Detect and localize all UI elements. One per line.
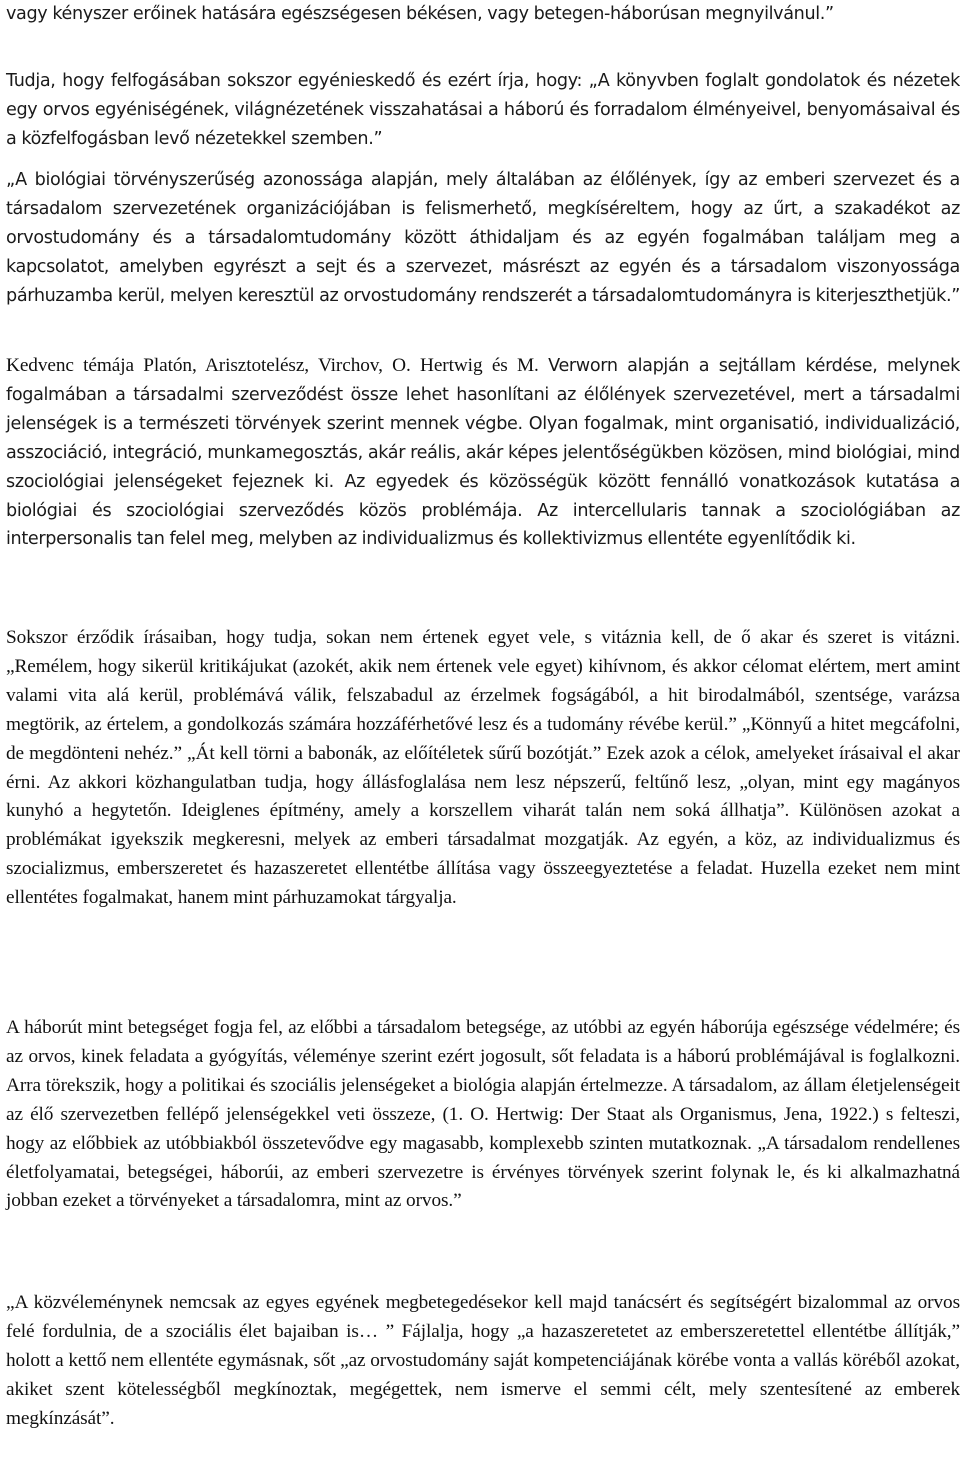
paragraph-5-text: Sokszor érződik írásaiban, hogy tudja, sokan nem értenek egyet vele, s vitáznia kell, de ő akar és szeret is vitázni. „Remélem, hogy sikerül kritikájukat (azokét, akik nem értenek vele egyet) kihívnom, és akkor célomat elértem, mert amint valami vita alá kerül, problémává válik, felszabadul az érzelmek fogságából, a hit birodalmából, szentsége, varázsa megtörik, az értelem, a gondolkozás számára hozzáférhetővé lesz és a tudomány révébe kerül.” „Könnyű a hitet megcáfolni, de megdönteni nehéz.” „Át kell törni a babonák, az előítéletek sűrű bozótját.” Ezek azok a célok, amelyeket írásaival el akar érni. Az akkori közhangulatban tudja, hogy állásfoglalása nem lesz népszerű, feltűnő lesz, „olyan, mint egy magányos kunyhó a hegytetőn. Ideiglenes építmény, amely a korszellem viharát talán nem soká állhatja”. Különösen azokat a problémákat igyekszik megkeresni, melyek az emberi társadalmat mozgatják. Az egyén, a köz, az individualizmus és szocializmus, emberszeretet és hazaszeretet ellentétbe állítása vagy összeegyeztetése a feladat. Huzella ezeket nem mint ellentétes fogalmakat, hanem mint párhuzamokat tárgyalja.: [6, 627, 960, 909]
paragraph-2-text: Tudja, hogy felfogásában sokszor egyénieskedő és ezért írja, hogy: „A könyvben foglalt gondolatok és nézetek egy orvos egyéniségének, világnézetének visszahatásai a háború és forradalom élményeivel, benyomásaival és a közfelfogásban levő nézetekkel szemben.”: [6, 71, 960, 149]
paragraph-4-text-a: Kedvenc témája Platón, Arisztotelész, Virchov, O. Hertwig és M.: [6, 355, 549, 376]
paragraph-7-text: „A közvéleménynek nemcsak az egyes egyének megbetegedésekor kell majd tanácsért és segítségért bizalommal az orvos felé fordulnia, de a szociális élet bajaiban is… ” Fájlalja, hogy „a hazaszeretetet az emberszeretettel ellentétbe állítják,” holott a kettő nem ellentéte egymásnak, sőt „az orvostudomány saját kompetenciájának körébe vonta a vallás köréből azokat, akiket szent kötelességből megkínoztak, megégettek, nem ismerve el semmi célt, mely szentesítené az emberek megkínzását”.: [6, 1292, 960, 1429]
paragraph-4-text-b: Verworn alapján a sejtállam kérdése, melynek fogalmában a társadalmi szerveződést össze lehet hasonlítani az élőlények szervezetével, mert a társadalmi jelenségek is a természeti törvények szerint mennek végbe. Olyan fogalmak, mint organisatió, individualizáció, asszociáció, integráció, munkamegosztás, akár reális, akár képes jelentőségükben közösen, mind biológiai, mind szociológiai jelenségeket fejeznek ki. Az egyedek és közösségük között fennálló vonatkozások kutatása a biológiai és szociológiai szerveződés közös problémája. Az intercellularis tannak a szociológiában az interpersonalis tan felel meg, melyben az individualizmus és kollektivizmus ellentéte egyenlítődik ki.: [6, 356, 960, 550]
paragraph-5: [6, 624, 960, 913]
paragraph-2: [6, 67, 960, 154]
paragraph-4: [6, 352, 960, 554]
paragraph-6-text: A háborút mint betegséget fogja fel, az előbbi a társadalom betegsége, az utóbbi az egyén háborúja egészsége védelmére; és az orvos, kinek feladata a gyógyítás, véleménye szerint ezért jogosult, sőt feladata is a háború problémájával is foglalkozni. Arra törekszik, hogy a politikai és szociális jelenségeket a biológia alapján értelmezze. A társadalom, az állam életjelenségeit az élő szervezetben fellépő jelenségekkel veti összeze, (1. O. Hertwig: Der Staat als Organismus, Jena, 1922.) s felteszi, hogy az előbbiek az utóbbiakból összetevődve egy magasabb, komplexebb szinten mutatkoznak. „A társadalom rendellenes életfolyamatai, betegségei, háborúi, az emberi szervezetre is érvényes törvények szerint folynak le, és ki alkalmazhatná jobban ezeket a törvényeket a társadalomra, mint az orvos.”: [6, 1017, 960, 1212]
paragraph-3-quote: [6, 166, 960, 311]
paragraph-1: [6, 0, 960, 29]
paragraph-1-text: vagy kényszer erőinek hatására egészségesen békésen, vagy betegen-háborúsan megnyilvánul.”: [6, 4, 834, 24]
paragraph-3-text: „A biológiai törvényszerűség azonossága alapján, mely általában az élőlények, így az emberi szervezet és a társadalom szervezetének organizációjában is felismerhető, megkíséreltem, hogy az űrt, a szakadékot az orvostudomány és a társadalomtudomány között áthidaljam és az egyén fogalmában találjam meg a kapcsolatot, amelyben egyrészt a sejt és a szervezet, másrészt az egyén és a társadalom viszonyossága párhuzamba kerül, melyen keresztül az orvostudomány rendszerét a társadalomtudományra is kiterjeszthetjük.”: [6, 170, 960, 306]
paragraph-6: [6, 1014, 960, 1216]
paragraph-7: [6, 1289, 960, 1434]
